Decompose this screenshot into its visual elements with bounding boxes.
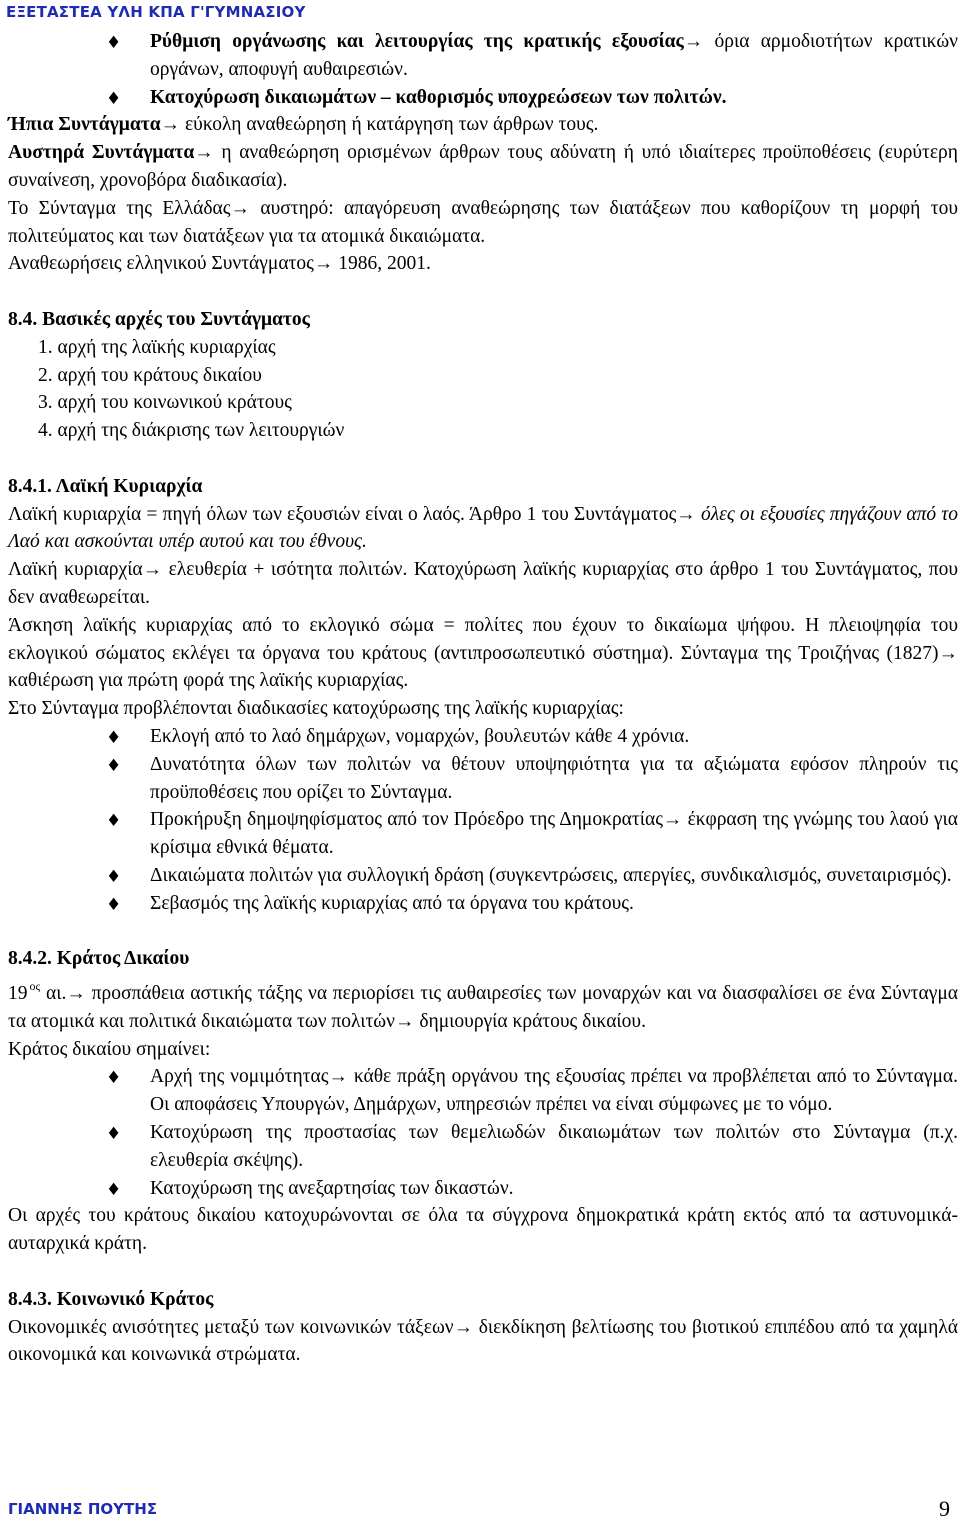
diamond-bullet-icon: ♦ xyxy=(106,1124,122,1145)
list-item: 1. αρχή της λαϊκής κυριαρχίας xyxy=(38,336,276,358)
paragraph-strict-constitutions: Αυστηρά Συντάγματα→ η αναθεώρηση ορισμένων άρθρων τους αδύνατη ή υπό ιδιαίτερες προϋποθέσεις (ευρύτερη συναίνεση, χρονοβόρα διαδικασία). xyxy=(8,142,958,191)
list-item: 2. αρχή του κράτους δικαίου xyxy=(38,364,262,386)
list-item: ♦ Δικαιώματα πολιτών για συλλογική δράση (συγκεντρώσεις, απεργίες, συνδικαλισμός, συνεταιρισμός). xyxy=(8,862,958,890)
diamond-bullet-icon: ♦ xyxy=(106,727,122,748)
paragraph-rule-of-law-states: Οι αρχές του κράτους δικαίου κατοχυρώνονται σε όλα τα σύγχρονα δημοκρατικά κράτη εκτός από τα αστυνομικά-αυταρχικά κράτη. xyxy=(8,1205,958,1255)
document-body xyxy=(8,28,958,1369)
section-heading-8-4-3: 8.4.3. Κοινωνικό Κράτος xyxy=(8,1288,214,1310)
diamond-bullet-icon: ♦ xyxy=(106,1068,122,1089)
principles-list xyxy=(8,334,958,445)
list-item: 4. αρχή της διάκρισης των λειτουργιών xyxy=(38,420,345,442)
sovereignty-bullet-list xyxy=(8,723,958,918)
diamond-bullet-icon: ♦ xyxy=(106,88,122,109)
diamond-bullet-icon: ♦ xyxy=(106,33,122,53)
list-item: ♦ Εκλογή από το λαό δημάρχων, νομαρχών, βουλευτών κάθε 4 χρόνια. xyxy=(8,723,958,751)
section-heading-8-4-2: 8.4.2. Κράτος Δικαίου xyxy=(8,948,190,970)
section-heading-8-4-1: 8.4.1. Λαϊκή Κυριαρχία xyxy=(8,475,203,497)
paragraph-popular-sovereignty: Λαϊκή κυριαρχία = πηγή όλων των εξουσιών είναι ο λαός. Άρθρο 1 του Συντάγματος→ όλες οι εξουσίες πηγάζουν από το Λαό και ασκούνται υπέρ αυτού και του έθνους. xyxy=(8,503,958,553)
list-item: ♦ Κατοχύρωση της προστασίας των θεμελιωδών δικαιωμάτων των πολιτών στο Σύνταγμα (π.χ. ελευθερία σκέψης). xyxy=(106,1122,958,1171)
paragraph-revisions: Αναθεωρήσεις ελληνικού Συντάγματος→ 1986, 2001. xyxy=(8,253,431,275)
list-item: 3. αρχή του κοινωνικού κράτους xyxy=(38,392,292,414)
footer-author: ΓΙΑΝΝΗΣ ΠΟΥΤΗΣ xyxy=(8,1500,158,1518)
diamond-bullet-icon: ♦ xyxy=(106,755,122,776)
list-item: ♦ Σεβασμός της λαϊκής κυριαρχίας από τα όργανα του κράτους. xyxy=(8,890,958,918)
paragraph-procedures-intro: Στο Σύνταγμα προβλέπονται διαδικασίες κατοχύρωσης της λαϊκής κυριαρχίας: xyxy=(8,698,624,720)
paragraph-rule-of-law-means: Κράτος δικαίου σημαίνει: xyxy=(8,1038,211,1060)
list-item: ♦ Προκήρυξη δημοψηφίσματος από τον Πρόεδρο της Δημοκρατίας→ έκφραση της γνώμης του λαού για κρίσιμα εθνικά θέματα. xyxy=(106,809,958,859)
list-item: ♦ Κατοχύρωση δικαιωμάτων – καθορισμός υποχρεώσεων των πολιτών. xyxy=(8,84,958,112)
paragraph-social-state: Οικονομικές ανισότητες μεταξύ των κοινωνικών τάξεων→ διεκδίκηση βελτίωσης του βιοτικού επιπέδου από τα χαμηλά οικονομικά και κοινωνικά στρώματα. xyxy=(8,1316,958,1366)
paragraph-electorate: Άσκηση λαϊκής κυριαρχίας από το εκλογικό σώμα = πολίτες που έχουν το δικαίωμα ψήφου. Η πλειοψηφία του εκλογικού σώματος εκλέγει τα όργανα του κράτους (αντιπροσωπευτικό σύστημα). Σύνταγμα της Τροιζήνας (1827)→ καθιέρωση για πρώτη φορά της λαϊκής κυριαρχίας. xyxy=(8,614,958,692)
diamond-bullet-icon: ♦ xyxy=(106,1179,122,1200)
diamond-bullet-icon: ♦ xyxy=(106,866,122,887)
rule-of-law-bullet-list xyxy=(8,1063,958,1202)
list-item: ♦ Ρύθμιση οργάνωσης και λειτουργίας της κρατικής εξουσίας→ όρια αρμοδιοτήτων κρατικών οργάνων, αποφυγή αυθαιρεσιών. xyxy=(106,31,958,80)
paragraph-rule-of-law-origin: 19 $^{o\varsigma}$ αι.→ προσπάθεια αστικής τάξης να περιορίσει τις αυθαιρεσίες των μοναρχών και να διασφαλίσει σε ένα Σύνταγμα τα ατομικά και πολιτικά δικαιώματα των πολιτών→ δημιουργία κράτους δικαίου. xyxy=(8,979,958,1032)
list-item: ♦ Δυνατότητα όλων των πολιτών να θέτουν υποψηφιότητα για τα αξιώματα εφόσον πληρούν τις προϋποθέσεις που ορίζει το Σύνταγμα. xyxy=(106,753,958,803)
top-bullet-list xyxy=(8,28,958,111)
paragraph-greek-constitution: Το Σύνταγμα της Ελλάδας→ αυστηρό: απαγόρευση αναθεώρησης των διατάξεων που καθορίζουν τη μορφή του πολιτεύματος και των διατάξεων για τα ατομικά δικαιώματα. xyxy=(8,197,958,247)
page-number: 9 xyxy=(939,1496,950,1521)
section-heading-8-4: 8.4. Βασικές αρχές του Συντάγματος xyxy=(8,308,310,330)
diamond-bullet-icon: ♦ xyxy=(106,811,122,832)
paragraph-freedom-equality: Λαϊκή κυριαρχία→ ελευθερία + ισότητα πολιτών. Κατοχύρωση λαϊκής κυριαρχίας στο άρθρο 1 του Συντάγματος, που δεν αναθεωρείται. xyxy=(8,559,958,608)
list-item: ♦ Κατοχύρωση της ανεξαρτησίας των δικαστών. xyxy=(8,1175,958,1203)
document-header: ΕΞΕΤΑΣΤΕΑ ΥΛΗ ΚΠΑ Γ'ΓΥΜΝΑΣΙΟΥ xyxy=(6,3,306,21)
paragraph-mild-constitutions: Ήπια Συντάγματα→ εύκολη αναθεώρηση ή κατάργηση των άρθρων τους. xyxy=(8,114,599,136)
diamond-bullet-icon: ♦ xyxy=(106,894,122,915)
list-item: ♦ Αρχή της νομιμότητας→ κάθε πράξη οργάνου της εξουσίας πρέπει να προβλέπεται από το Σύνταγμα. Οι αποφάσεις Υπουργών, Δημάρχων, υπηρεσιών πρέπει να είναι σύμφωνες με το νόμο. xyxy=(106,1066,958,1116)
